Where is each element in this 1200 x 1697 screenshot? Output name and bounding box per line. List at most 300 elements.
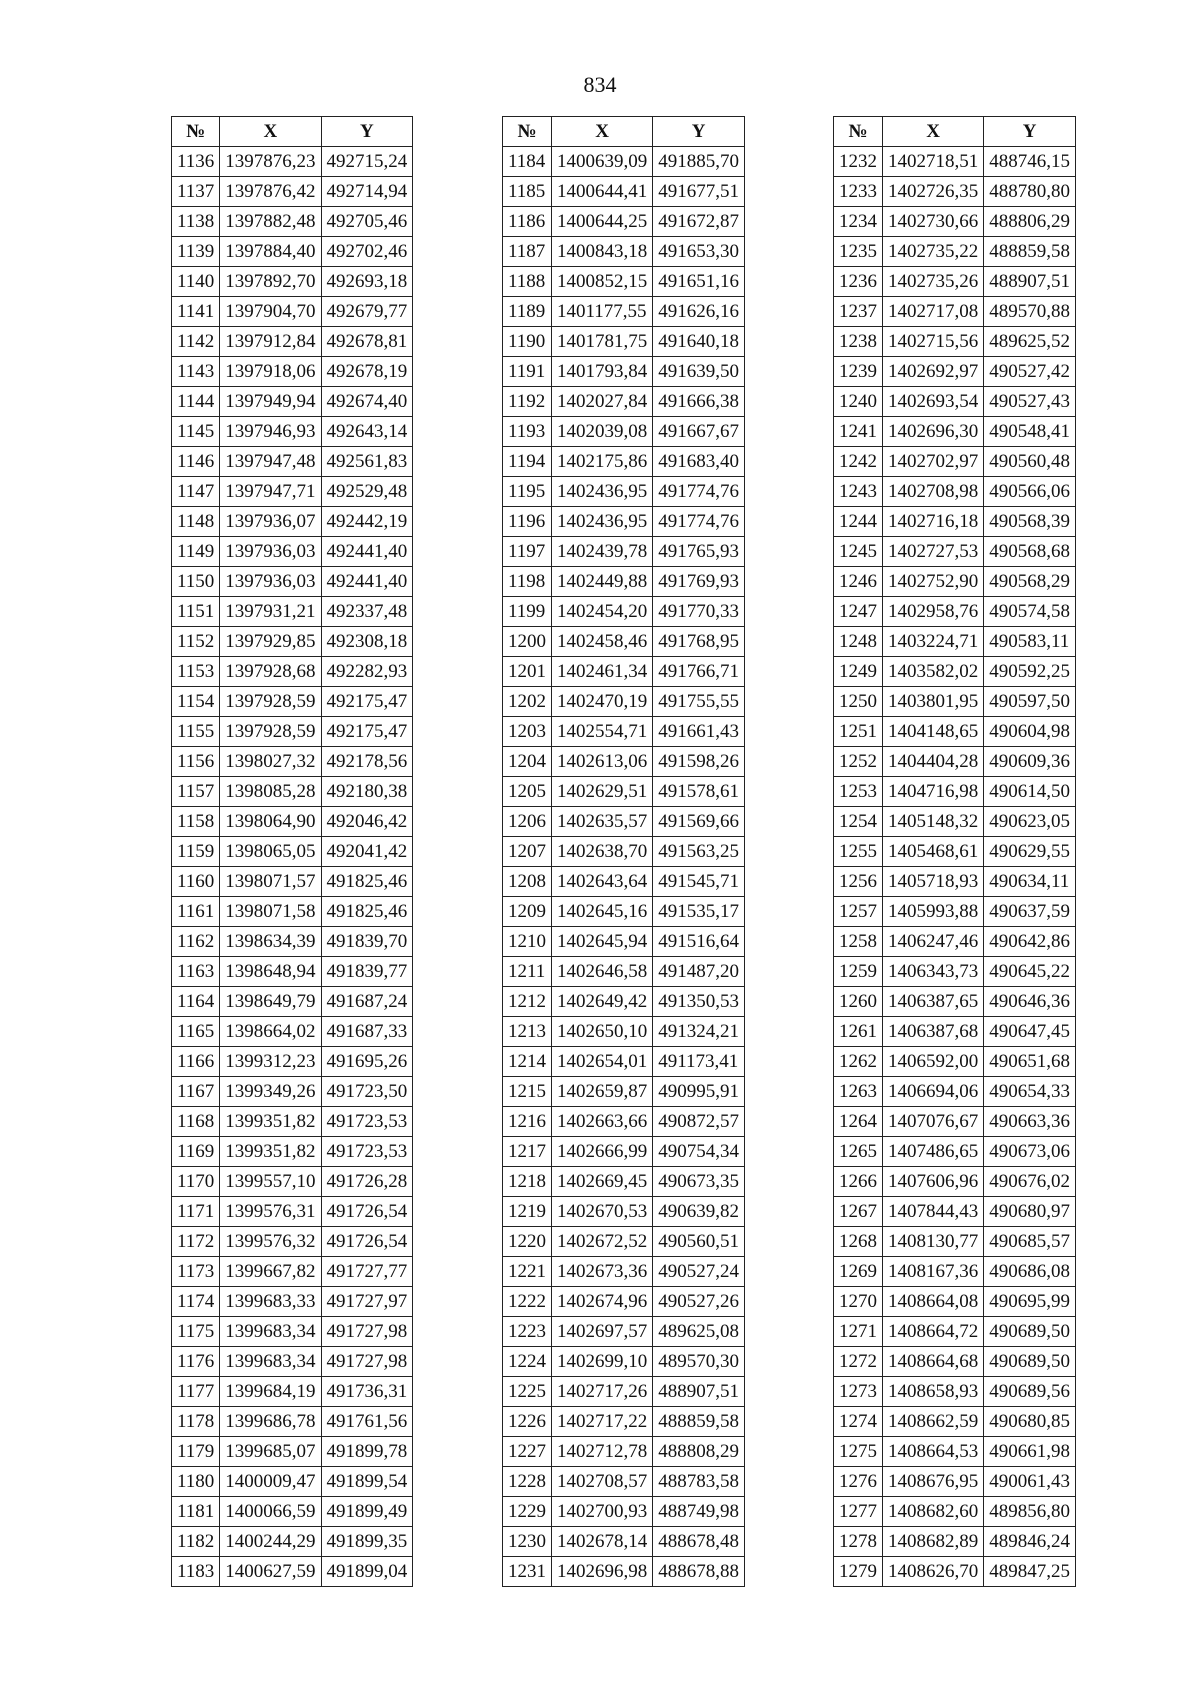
cell-y: 491535,17	[653, 897, 745, 927]
cell-number: 1218	[503, 1167, 552, 1197]
cell-x: 1397936,03	[220, 567, 321, 597]
cell-x: 1402735,22	[883, 237, 984, 267]
table-row	[172, 1527, 413, 1557]
cell-y: 490686,08	[984, 1257, 1076, 1287]
cell-number: 1268	[834, 1227, 883, 1257]
table-row	[172, 807, 413, 837]
cell-x: 1400009,47	[220, 1467, 321, 1497]
cell-x: 1402645,16	[552, 897, 653, 927]
table-row	[172, 987, 413, 1017]
cell-x: 1397876,23	[220, 147, 321, 177]
cell-x: 1402700,93	[552, 1497, 653, 1527]
cell-x: 1397946,93	[220, 417, 321, 447]
cell-y: 491666,38	[653, 387, 745, 417]
cell-number: 1176	[172, 1347, 220, 1377]
cell-y: 490574,58	[984, 597, 1076, 627]
cell-number: 1245	[834, 537, 883, 567]
table-row	[834, 1257, 1076, 1287]
cell-number: 1271	[834, 1317, 883, 1347]
cell-number: 1188	[503, 267, 552, 297]
cell-x: 1400852,15	[552, 267, 653, 297]
table-row	[172, 597, 413, 627]
cell-x: 1399683,33	[220, 1287, 321, 1317]
cell-y: 490654,33	[984, 1077, 1076, 1107]
table-row	[172, 1197, 413, 1227]
cell-y: 491487,20	[653, 957, 745, 987]
cell-y: 488678,48	[653, 1527, 745, 1557]
table-row	[503, 717, 745, 747]
cell-number: 1213	[503, 1017, 552, 1047]
cell-x: 1402613,06	[552, 747, 653, 777]
cell-y: 490629,55	[984, 837, 1076, 867]
cell-x: 1402649,42	[552, 987, 653, 1017]
table-row	[172, 1317, 413, 1347]
cell-y: 489570,88	[984, 297, 1076, 327]
cell-number: 1138	[172, 207, 220, 237]
table-body	[172, 147, 413, 1587]
cell-number: 1200	[503, 627, 552, 657]
cell-y: 491899,04	[321, 1557, 413, 1587]
table-row	[834, 387, 1076, 417]
cell-x: 1397918,06	[220, 357, 321, 387]
cell-y: 492643,14	[321, 417, 413, 447]
cell-y: 490673,35	[653, 1167, 745, 1197]
cell-number: 1141	[172, 297, 220, 327]
cell-x: 1402678,14	[552, 1527, 653, 1557]
cell-y: 491761,56	[321, 1407, 413, 1437]
cell-number: 1225	[503, 1377, 552, 1407]
table-row	[172, 267, 413, 297]
cell-y: 491899,54	[321, 1467, 413, 1497]
cell-number: 1226	[503, 1407, 552, 1437]
table-row	[172, 837, 413, 867]
table-row	[172, 1557, 413, 1587]
table-row	[834, 1197, 1076, 1227]
table-row	[834, 1467, 1076, 1497]
cell-y: 490695,99	[984, 1287, 1076, 1317]
cell-number: 1273	[834, 1377, 883, 1407]
cell-x: 1398634,39	[220, 927, 321, 957]
cell-y: 488783,58	[653, 1467, 745, 1497]
cell-number: 1260	[834, 987, 883, 1017]
cell-y: 492715,24	[321, 147, 413, 177]
table-row	[834, 447, 1076, 477]
table-row	[503, 567, 745, 597]
table-row	[172, 927, 413, 957]
cell-x: 1402638,70	[552, 837, 653, 867]
cell-x: 1402672,52	[552, 1227, 653, 1257]
cell-x: 1402643,64	[552, 867, 653, 897]
table-row	[503, 747, 745, 777]
cell-number: 1145	[172, 417, 220, 447]
cell-y: 491736,31	[321, 1377, 413, 1407]
cell-x: 1399683,34	[220, 1347, 321, 1377]
cell-y: 490647,45	[984, 1017, 1076, 1047]
cell-x: 1402958,76	[883, 597, 984, 627]
table-row	[834, 1437, 1076, 1467]
table-row	[503, 867, 745, 897]
table-row	[834, 1047, 1076, 1077]
cell-y: 492175,47	[321, 687, 413, 717]
cell-y: 490568,68	[984, 537, 1076, 567]
cell-x: 1402669,45	[552, 1167, 653, 1197]
cell-y: 488907,51	[984, 267, 1076, 297]
cell-y: 490560,51	[653, 1227, 745, 1257]
cell-y: 491727,97	[321, 1287, 413, 1317]
table-row	[503, 1347, 745, 1377]
cell-y: 490646,36	[984, 987, 1076, 1017]
table-row	[503, 1437, 745, 1467]
cell-number: 1274	[834, 1407, 883, 1437]
table-row	[503, 297, 745, 327]
cell-y: 490583,11	[984, 627, 1076, 657]
cell-number: 1181	[172, 1497, 220, 1527]
cell-x: 1408662,59	[883, 1407, 984, 1437]
cell-number: 1265	[834, 1137, 883, 1167]
cell-number: 1257	[834, 897, 883, 927]
cell-number: 1272	[834, 1347, 883, 1377]
table-row	[503, 627, 745, 657]
cell-number: 1221	[503, 1257, 552, 1287]
table-row	[172, 1377, 413, 1407]
cell-x: 1402718,51	[883, 147, 984, 177]
cell-x: 1402449,88	[552, 567, 653, 597]
table-row	[172, 777, 413, 807]
cell-y: 491727,77	[321, 1257, 413, 1287]
table-row	[503, 1047, 745, 1077]
table-row	[834, 717, 1076, 747]
cell-number: 1144	[172, 387, 220, 417]
cell-x: 1400843,18	[552, 237, 653, 267]
cell-number: 1234	[834, 207, 883, 237]
cell-y: 491899,35	[321, 1527, 413, 1557]
cell-number: 1249	[834, 657, 883, 687]
table-row	[503, 207, 745, 237]
table-row	[172, 1257, 413, 1287]
cell-y: 490527,24	[653, 1257, 745, 1287]
cell-y: 492674,40	[321, 387, 413, 417]
cell-x: 1408664,08	[883, 1287, 984, 1317]
cell-x: 1402670,53	[552, 1197, 653, 1227]
table-row	[172, 1287, 413, 1317]
cell-x: 1399686,78	[220, 1407, 321, 1437]
cell-y: 490566,06	[984, 477, 1076, 507]
cell-y: 491825,46	[321, 867, 413, 897]
cell-x: 1402716,18	[883, 507, 984, 537]
cell-number: 1261	[834, 1017, 883, 1047]
cell-number: 1279	[834, 1557, 883, 1587]
cell-number: 1157	[172, 777, 220, 807]
cell-number: 1146	[172, 447, 220, 477]
cell-number: 1171	[172, 1197, 220, 1227]
cell-y: 490689,50	[984, 1317, 1076, 1347]
cell-x: 1402470,19	[552, 687, 653, 717]
table-row	[834, 1167, 1076, 1197]
cell-y: 491723,53	[321, 1107, 413, 1137]
table-row	[172, 687, 413, 717]
table-row	[503, 177, 745, 207]
cell-y: 490680,97	[984, 1197, 1076, 1227]
table-row	[503, 1257, 745, 1287]
table-row	[172, 1227, 413, 1257]
cell-y: 491755,55	[653, 687, 745, 717]
table-row	[503, 327, 745, 357]
cell-number: 1196	[503, 507, 552, 537]
table-header-row	[503, 117, 745, 147]
cell-y: 491516,64	[653, 927, 745, 957]
cell-number: 1167	[172, 1077, 220, 1107]
table-row	[834, 537, 1076, 567]
cell-y: 489847,25	[984, 1557, 1076, 1587]
cell-y: 491885,70	[653, 147, 745, 177]
table-row	[503, 927, 745, 957]
cell-number: 1204	[503, 747, 552, 777]
cell-x: 1408682,60	[883, 1497, 984, 1527]
cell-number: 1236	[834, 267, 883, 297]
cell-number: 1215	[503, 1077, 552, 1107]
table-row	[834, 297, 1076, 327]
cell-x: 1397936,03	[220, 537, 321, 567]
table-row	[834, 477, 1076, 507]
cell-number: 1149	[172, 537, 220, 567]
table-row	[503, 447, 745, 477]
cell-number: 1266	[834, 1167, 883, 1197]
cell-x: 1402454,20	[552, 597, 653, 627]
cell-x: 1401793,84	[552, 357, 653, 387]
cell-number: 1187	[503, 237, 552, 267]
cell-x: 1408130,77	[883, 1227, 984, 1257]
cell-number: 1220	[503, 1227, 552, 1257]
table-row	[503, 837, 745, 867]
cell-number: 1255	[834, 837, 883, 867]
cell-number: 1159	[172, 837, 220, 867]
cell-number: 1185	[503, 177, 552, 207]
cell-x: 1405993,88	[883, 897, 984, 927]
cell-number: 1184	[503, 147, 552, 177]
cell-x: 1408626,70	[883, 1557, 984, 1587]
table-row	[503, 777, 745, 807]
cell-y: 490637,59	[984, 897, 1076, 927]
table-row	[834, 1077, 1076, 1107]
cell-x: 1401177,55	[552, 297, 653, 327]
cell-y: 490872,57	[653, 1107, 745, 1137]
cell-number: 1174	[172, 1287, 220, 1317]
cell-number: 1227	[503, 1437, 552, 1467]
cell-x: 1398071,57	[220, 867, 321, 897]
cell-x: 1402735,26	[883, 267, 984, 297]
table-row	[834, 1107, 1076, 1137]
table-row	[834, 177, 1076, 207]
cell-y: 488806,29	[984, 207, 1076, 237]
cell-number: 1276	[834, 1467, 883, 1497]
cell-number: 1182	[172, 1527, 220, 1557]
cell-number: 1240	[834, 387, 883, 417]
table-row	[834, 687, 1076, 717]
cell-y: 490645,22	[984, 957, 1076, 987]
cell-x: 1397892,70	[220, 267, 321, 297]
cell-y: 491672,87	[653, 207, 745, 237]
cell-y: 492178,56	[321, 747, 413, 777]
cell-y: 490592,25	[984, 657, 1076, 687]
table-row	[172, 327, 413, 357]
table-row	[172, 147, 413, 177]
cell-x: 1398071,58	[220, 897, 321, 927]
cell-y: 491578,61	[653, 777, 745, 807]
table-row	[172, 177, 413, 207]
cell-number: 1180	[172, 1467, 220, 1497]
table-row	[834, 567, 1076, 597]
cell-number: 1153	[172, 657, 220, 687]
cell-number: 1152	[172, 627, 220, 657]
table-row	[172, 1047, 413, 1077]
cell-y: 492705,46	[321, 207, 413, 237]
cell-number: 1222	[503, 1287, 552, 1317]
cell-y: 492678,81	[321, 327, 413, 357]
cell-x: 1397876,42	[220, 177, 321, 207]
cell-x: 1399312,23	[220, 1047, 321, 1077]
cell-y: 489846,24	[984, 1527, 1076, 1557]
cell-y: 490680,85	[984, 1407, 1076, 1437]
table-row	[503, 477, 745, 507]
header-number: №	[172, 117, 220, 147]
cell-y: 488808,29	[653, 1437, 745, 1467]
cell-y: 490614,50	[984, 777, 1076, 807]
table-row	[503, 1137, 745, 1167]
cell-x: 1400644,25	[552, 207, 653, 237]
cell-number: 1163	[172, 957, 220, 987]
cell-y: 489856,80	[984, 1497, 1076, 1527]
cell-number: 1251	[834, 717, 883, 747]
table-row	[834, 807, 1076, 837]
cell-x: 1402693,54	[883, 387, 984, 417]
cell-y: 490560,48	[984, 447, 1076, 477]
cell-y: 491774,76	[653, 477, 745, 507]
cell-x: 1402554,71	[552, 717, 653, 747]
cell-x: 1398664,02	[220, 1017, 321, 1047]
cell-y: 491661,43	[653, 717, 745, 747]
cell-number: 1166	[172, 1047, 220, 1077]
cell-number: 1195	[503, 477, 552, 507]
cell-x: 1397884,40	[220, 237, 321, 267]
table-row	[834, 1527, 1076, 1557]
cell-y: 491677,51	[653, 177, 745, 207]
cell-number: 1137	[172, 177, 220, 207]
table-row	[172, 567, 413, 597]
cell-number: 1161	[172, 897, 220, 927]
cell-y: 490568,39	[984, 507, 1076, 537]
table-row	[172, 1017, 413, 1047]
cell-y: 492175,47	[321, 717, 413, 747]
table-row	[834, 507, 1076, 537]
table-row	[172, 717, 413, 747]
cell-x: 1397912,84	[220, 327, 321, 357]
cell-x: 1402654,01	[552, 1047, 653, 1077]
cell-y: 491768,95	[653, 627, 745, 657]
cell-x: 1402727,53	[883, 537, 984, 567]
table-row	[503, 1377, 745, 1407]
table-row	[172, 537, 413, 567]
cell-x: 1399349,26	[220, 1077, 321, 1107]
cell-x: 1407606,96	[883, 1167, 984, 1197]
cell-x: 1408658,93	[883, 1377, 984, 1407]
cell-number: 1254	[834, 807, 883, 837]
cell-number: 1253	[834, 777, 883, 807]
cell-number: 1207	[503, 837, 552, 867]
cell-number: 1198	[503, 567, 552, 597]
cell-y: 490685,57	[984, 1227, 1076, 1257]
cell-x: 1399351,82	[220, 1107, 321, 1137]
header-number: №	[834, 117, 883, 147]
table-row	[172, 237, 413, 267]
table-row	[834, 207, 1076, 237]
cell-x: 1402629,51	[552, 777, 653, 807]
cell-x: 1405148,32	[883, 807, 984, 837]
cell-number: 1216	[503, 1107, 552, 1137]
table-row	[503, 417, 745, 447]
cell-y: 492441,40	[321, 567, 413, 597]
cell-x: 1397904,70	[220, 297, 321, 327]
cell-number: 1191	[503, 357, 552, 387]
cell-number: 1217	[503, 1137, 552, 1167]
cell-y: 491350,53	[653, 987, 745, 1017]
table-row	[172, 1347, 413, 1377]
cell-number: 1168	[172, 1107, 220, 1137]
table-row	[172, 1137, 413, 1167]
cell-x: 1402702,97	[883, 447, 984, 477]
cell-number: 1264	[834, 1107, 883, 1137]
cell-number: 1136	[172, 147, 220, 177]
cell-number: 1262	[834, 1047, 883, 1077]
table-row	[172, 357, 413, 387]
table-row	[172, 297, 413, 327]
cell-x: 1402039,08	[552, 417, 653, 447]
cell-number: 1189	[503, 297, 552, 327]
cell-x: 1408676,95	[883, 1467, 984, 1497]
cell-x: 1406387,65	[883, 987, 984, 1017]
cell-x: 1408664,68	[883, 1347, 984, 1377]
header-x: X	[552, 117, 653, 147]
cell-x: 1397947,48	[220, 447, 321, 477]
cell-number: 1278	[834, 1527, 883, 1557]
cell-number: 1242	[834, 447, 883, 477]
cell-y: 491639,50	[653, 357, 745, 387]
table-row	[172, 447, 413, 477]
table-row	[172, 1497, 413, 1527]
cell-number: 1248	[834, 627, 883, 657]
cell-y: 490597,50	[984, 687, 1076, 717]
cell-x: 1402436,95	[552, 507, 653, 537]
cell-x: 1399684,19	[220, 1377, 321, 1407]
table-row	[503, 1017, 745, 1047]
cell-x: 1408664,72	[883, 1317, 984, 1347]
cell-number: 1275	[834, 1437, 883, 1467]
cell-number: 1228	[503, 1467, 552, 1497]
cell-y: 491899,49	[321, 1497, 413, 1527]
cell-number: 1160	[172, 867, 220, 897]
table-row	[503, 357, 745, 387]
cell-x: 1397928,59	[220, 717, 321, 747]
cell-number: 1256	[834, 867, 883, 897]
cell-x: 1398648,94	[220, 957, 321, 987]
cell-x: 1400639,09	[552, 147, 653, 177]
header-number: №	[503, 117, 552, 147]
table-row	[503, 147, 745, 177]
cell-x: 1402697,57	[552, 1317, 653, 1347]
cell-number: 1169	[172, 1137, 220, 1167]
cell-x: 1397928,68	[220, 657, 321, 687]
table-row	[834, 957, 1076, 987]
table-row	[834, 627, 1076, 657]
